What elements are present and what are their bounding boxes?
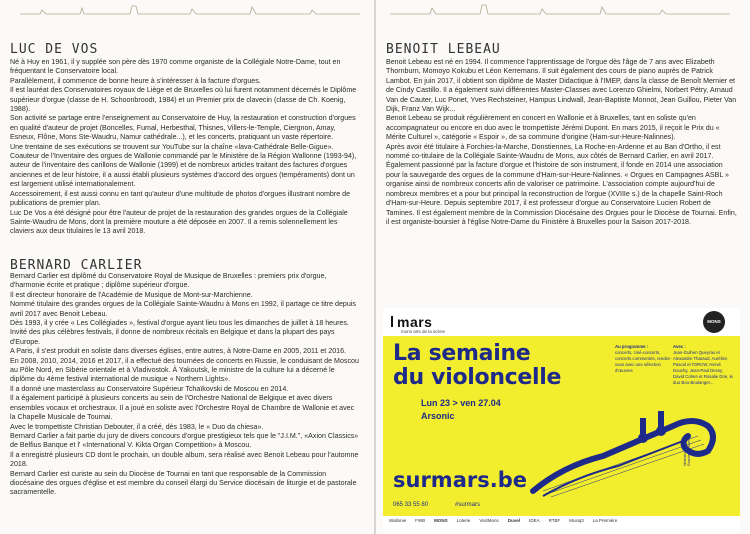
sponsor-logo: VisitMons [479, 518, 499, 523]
luc-paragraph: Une trentaine de ses exécutions se trouvent sur YouTube sur la chaîne «lava-Cathédrale Belle-Gigue». [10, 142, 334, 151]
decorative-skyline-right [390, 2, 730, 18]
sponsor-logo: RTBF [548, 518, 561, 523]
bernard-paragraph: A Paris, il s'est produit en soliste dans diverses églises, entre autres, à Notre-Dame en 2005, 2011 et 2016. [10, 347, 346, 356]
avec-label: Avec : [673, 344, 686, 349]
sponsor-logo: La Première [592, 518, 618, 523]
ad-header [383, 308, 740, 336]
ad-venue: Arsonic [421, 411, 455, 421]
bernard-paragraph: Il est directeur honoraire de l'Académie de Musique de Mont-sur-Marchienne. [10, 290, 253, 299]
sponsor-logo: MONS [434, 518, 448, 523]
sponsor-logo: IDEA [529, 518, 540, 523]
ad-credits: Illustration: ©arsonic · Graphisme: Mars [683, 432, 691, 466]
ad-phone: 065 33 55 80 [393, 502, 429, 508]
bernard-paragraph: Il a enregistré plusieurs CD dont le prochain, un double album, sera réalisé avec Benoit Lebeau pour l'automne 2018. [10, 450, 359, 469]
ad-title-line-2: du violoncelle [393, 365, 562, 390]
mars-logo: mars [397, 314, 433, 330]
program-label: Au programme : [615, 344, 649, 349]
sponsor-logos [389, 518, 617, 523]
bernard-body [10, 272, 360, 498]
ad-sponsor-strip [383, 516, 740, 530]
benoit-paragraph: Benoit Lebeau est né en 1994. Il commence l'apprentissage de l'orgue dès l'âge de 7 ans avec Elizabeth Thornburn, Momoyo Kokubu et Léon Kerremans. Il suit également des cours de piano auprès de Patrick Lambot. En juin 2017, il obtient son diplôme de Master Didactique à l'IMEP, dans la classe de Benoît Mernier et de Cindy Castillo. Il a également suivi différentes Master-Classes avec Lorenzo Ghielmi, Norbert Pétry, Arnaud Van de Cauter, Luc Ponet, Yves Rechsteiner, Hampus Lindwall, Jean-Baptiste Monnot, Jean Guillou, Pieter Van Dijk, Franz Van Wijk... [386, 58, 737, 114]
program-column [615, 344, 673, 374]
page-fold [374, 0, 376, 534]
program-text: concerts, ciné-concerts, concerts commentés, rendez-vous avec une sélection d'œuvres [615, 350, 672, 373]
bernard-paragraph: Dès 1993, il y crée « Les Collégiades », festival d'orgue ayant lieu tous les dimanches de juillet à 18 heures. [10, 319, 349, 328]
benoit-paragraph: Également passionné par la facture d'orgue et l'histoire de son instrument, il fonde en 2014 une association pour la sauvegarde des orgues de la commune d'Ham-sur-Heure-Nalinnes. « Orgues en Campagnes ASBL » organise ainsi de nombreux concerts afin de valoriser ce patrimoine. L'association compte aujourd'hui de nombreux membres et a pour but principal la reconstruction de l'orgue (XVIIIe s.) de la chapelle Saint-Roch d'Ham-sur-Heure. Depuis septembre 2017, il est professeur d'orgue au Conservatoire Lucien Robert de Tamines. Il est également membre de la Commission Diocésaine des Orgues pour le Diocèse de Tournai. Enfin, il est organiste-boursier à l'église Notre-Dame du Finistère à Bruxelles pour la Saison 2017-2018. [386, 161, 737, 226]
mars-logo-subtitle: mons arts de la scène [401, 329, 446, 334]
avec-text: Jean-Guihen Queyras et Alexandre Tharaud, Aurélien Pascal et l'ORCW, Hervé Douchy, Jean-Paul Dessy, David Cohen et Rosalie Drie, le duo Bou-Boulanger... [673, 350, 733, 385]
sponsor-logo: Wallonie [389, 518, 407, 523]
benoit-paragraph: Après avoir été titulaire à Forchies-la-Marche, Donstiennes, La Roche-en-Ardenne et au Ban d'Ortho, il est nommé co-titulaire de la Collégiale Sainte-Waudru de Mons, aux côtés de Bernard Carlier, en avril 2017. [386, 142, 721, 161]
luc-paragraph: Il est lauréat des Conservatoires royaux de Liège et de Bruxelles où lui furent notamment décernés le Diplôme supérieur d'orgue (classe de H. Schoonbroodt, 1984) et un Premier prix de clavecin (classe de Ch. Koenig, 1988). [10, 86, 357, 114]
luc-paragraph: Parallèlement, il commence de bonne heure à s'intéresser à la facture d'orgues. [10, 76, 261, 85]
sponsor-logo: Musiq3 [569, 518, 584, 523]
bernard-paragraph: Bernard Carlier est diplômé du Conservatoire Royal de Musique de Bruxelles : premiers prix d'orgue, d'harmonie écrite et pratique ; diplôme supérieur d'orgue. [10, 272, 327, 290]
ad-url: surmars.be [393, 468, 527, 492]
ad-title-line-1: La semaine [393, 341, 531, 366]
luc-paragraph: Né à Huy en 1961, il y supplée son père dès 1970 comme organiste de la Collégiale Notre-Dame, tout en fréquentant le Conservatoire local. [10, 58, 341, 76]
ad-hashtag: #surmars [455, 502, 481, 508]
luc-paragraph: Coauteur de l'Inventaire des orgues de Wallonie commandé par le Ministère de la Région Wallonne (1993-94), auteur de l'inventaire des carillons de Wallonie (1999) et de nombreux articles traitant des factures d'orgues anciennes et de leur histoire, il a aussi établi plusieurs systèmes d'accord des orgues (tempéraments) dont un est largement utilisé internationalement. [10, 152, 357, 189]
luc-paragraph: Son activité se partage entre l'enseignement au Conservatoire de Huy, la restauration et construction d'orgues en qualité d'auteur de projet (Boncelles, Fumal, Herbesthal, Thisnes, Villers-le-Temple, Ciergnon, Amay, Esneux, Flône, Mons Ste-Waudru, Namur cathédrale...), et les concerts, pratiquant un vaste répertoire. [10, 114, 356, 142]
cello-scroll-illustration [523, 396, 723, 506]
bernard-paragraph: Invité des plus célèbres festivals, il donne de nombreux récitals en Belgique et dans la plupart des pays d'Europe. [10, 328, 335, 346]
decorative-skyline-left [20, 2, 360, 18]
ad-dates: Lun 23 > ven 27.04 [421, 398, 501, 408]
benoit-heading: BENOIT LEBEAU [386, 41, 501, 58]
luc-paragraph: Luc De Vos a été désigné pour être l'auteur de projet de la restauration des grandes orgues de la Collégiale Sainte-Waudru de Mons, dont la première mouture a été déposée en 2007. Il a remis solennellement les claviers aux deux titulaires le 13 avril 2018. [10, 208, 348, 236]
sponsor-logo: Loterie [456, 518, 471, 523]
luc-paragraph: Accessoirement, il est aussi connu en tant qu'auteur d'une multitude de photos d'orgues illustrant nombre de publications de premier plan. [10, 189, 351, 208]
bernard-paragraph: Il a également participé à plusieurs concerts au sein de l'Orchestre National de Belgique et avec divers ensembles vocaux et orchestraux. Il a joué en soliste avec l'Orchestre Royal de Chambre de Wallonie et avec la Chapelle Musicale de Tournai. [10, 394, 355, 422]
luc-body [10, 58, 360, 237]
bernard-paragraph: Avec le trompettiste Christian Debouter, il a créé, dès 1983, le « Duo da chiesa». [10, 422, 264, 431]
luc-heading: LUC DE VOS [10, 41, 99, 58]
bernard-paragraph: Il a donné une masterclass au Conservatoire Supérieur Tchaïkovski de Moscou en 2014. [10, 384, 289, 393]
ad-title [393, 342, 561, 390]
mars-logo-bar [391, 316, 393, 327]
bernard-paragraph: Bernard Carlier est curiste au sein du Diocèse de Tournai en tant que responsable de la Commission diocésaine des orgues d'église et est membre du conseil élargi du Service diocésain de liturgie et de pastorale sacramentelle. [10, 469, 357, 497]
bernard-paragraph: Nommé titulaire des grandes orgues de la Collégiale Sainte-Waudru à Mons en 1992, il partage ce titre depuis avril 2017 avec Benoit Lebeau. [10, 300, 356, 318]
benoit-paragraph: Benoit Lebeau se produit régulièrement en concert en Wallonie et à Bruxelles, tant en soliste qu'en accompagnateur ou encore en duo avec le trompettiste Jérémi Dupont. En mars 2015, il reçoit le Prix du « Mérite Culturel », catégorie « Espoir », de sa commune d'origine (Ham-sur-Heure-Nalinnes). [386, 114, 720, 142]
sponsor-logo: Duvel [507, 518, 521, 523]
mons-badge: MONS [703, 311, 725, 333]
sponsor-logo: FWB [415, 518, 426, 523]
cello-week-ad [383, 336, 740, 516]
benoit-body [386, 58, 738, 227]
avec-column [673, 344, 735, 386]
bernard-heading: BERNARD CARLIER [10, 257, 143, 274]
bernard-paragraph: Bernard Carlier a fait partie du jury de divers concours d'orgue prestigieux tels que le "J.I.M.", «Axion Classics» de Belfius Banque et l' «International V. Kikta Organ Competition» à Moscou. [10, 431, 359, 450]
bernard-paragraph: En 2008, 2010, 2014, 2016 et 2017, il a effectué des tournées de concerts en Russie, le conduisant de Moscou au Pôle Nord, en Sibérie orientale et à Vladivostok. À Yakoutsk, le ministre de la culture lui a décerné le diplôme du 4ème festival international de musique « Northern Lights». [10, 356, 359, 384]
